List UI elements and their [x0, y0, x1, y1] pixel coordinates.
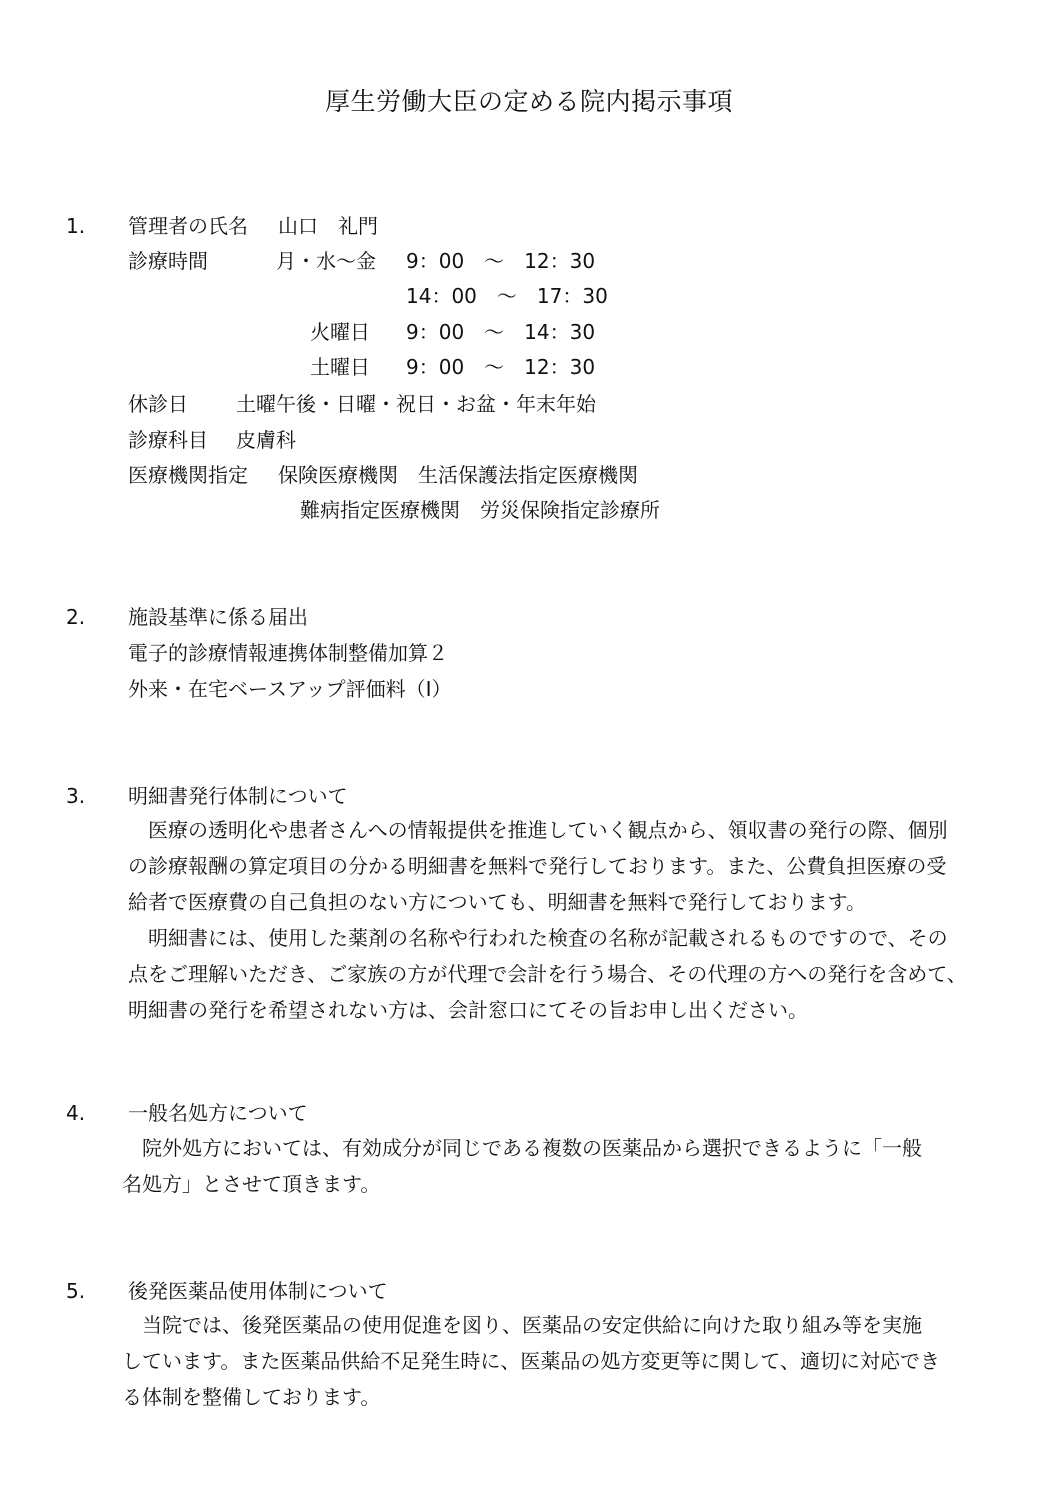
department: 皮膚科	[236, 428, 296, 452]
hours-tuesday: 9：00 ～ 14：30	[406, 320, 596, 344]
section-4-line: 院外処方においては、有効成分が同じである複数の医薬品から選択できるように「一般	[142, 1136, 922, 1160]
hours-days-saturday: 土曜日	[310, 355, 370, 379]
section-2-heading: 施設基準に係る届出	[128, 605, 308, 629]
hours-days-tuesday: 火曜日	[310, 320, 370, 344]
hours-morning-weekday: 9：00 ～ 12：30	[406, 249, 596, 273]
section-5-body	[122, 1307, 1002, 1415]
section-3-line: 給者で医療費の自己負担のない方についても、明細書を無料で発行しております。	[128, 890, 866, 914]
manager-name: 山口 礼門	[278, 214, 378, 238]
hours-afternoon-weekday: 14：00 ～ 17：30	[406, 284, 608, 308]
facility-item-1: 電子的診療情報連携体制整備加算２	[128, 641, 448, 665]
section-5-line: る体制を整備しております。	[122, 1385, 381, 1409]
section-3-body	[128, 812, 1008, 1028]
section-4-body	[122, 1130, 1002, 1202]
section-3-line: 明細書には、使用した薬剤の名称や行われた検査の名称が記載されるものですので、その	[148, 926, 948, 950]
section-5-heading: 後発医薬品使用体制について	[128, 1279, 388, 1303]
hours-days-weekday: 月・水～金	[276, 249, 376, 273]
section-5-line: 当院では、後発医薬品の使用促進を図り、医薬品の安定供給に向けた取り組み等を実施	[142, 1313, 922, 1337]
section-1-number: 1.	[66, 214, 86, 238]
section-4-line: 名処方」とさせて頂きます。	[122, 1172, 381, 1196]
section-5-line: しています。また医薬品供給不足発生時に、医薬品の処方変更等に関して、適切に対応でき	[122, 1349, 940, 1373]
hours-saturday: 9：00 ～ 12：30	[406, 355, 596, 379]
hours-label: 診療時間	[128, 249, 208, 273]
designation-line-1: 保険医療機関 生活保護法指定医療機関	[278, 463, 638, 487]
designation-label: 医療機関指定	[128, 463, 248, 487]
section-5-number: 5.	[66, 1279, 86, 1303]
section-3-line: 点をご理解いただき、ご家族の方が代理で会計を行う場合、その代理の方への発行を含めて、	[128, 962, 967, 986]
designation-line-2: 難病指定医療機関 労災保険指定診療所	[300, 498, 660, 522]
section-4-number: 4.	[66, 1101, 86, 1125]
section-4-heading: 一般名処方について	[128, 1101, 308, 1125]
department-label: 診療科目	[128, 428, 208, 452]
section-3-heading: 明細書発行体制について	[128, 784, 348, 808]
section-3-number: 3.	[66, 784, 86, 808]
section-3-line: の診療報酬の算定項目の分かる明細書を無料で発行しております。また、公費負担医療の受	[128, 854, 947, 878]
section-3-line: 明細書の発行を希望されない方は、会計窓口にてその旨お申し出ください。	[128, 998, 808, 1022]
page-title: 厚生労働大臣の定める院内掲示事項	[324, 87, 733, 116]
section-2-number: 2.	[66, 605, 86, 629]
manager-label: 管理者の氏名	[128, 214, 248, 238]
closed-days: 土曜午後・日曜・祝日・お盆・年末年始	[236, 392, 596, 416]
section-3-line: 医療の透明化や患者さんへの情報提供を推進していく観点から、領収書の発行の際、個別	[148, 818, 948, 842]
facility-item-2: 外来・在宅ベースアップ評価料（Ⅰ）	[128, 677, 452, 701]
closed-days-label: 休診日	[128, 392, 188, 416]
